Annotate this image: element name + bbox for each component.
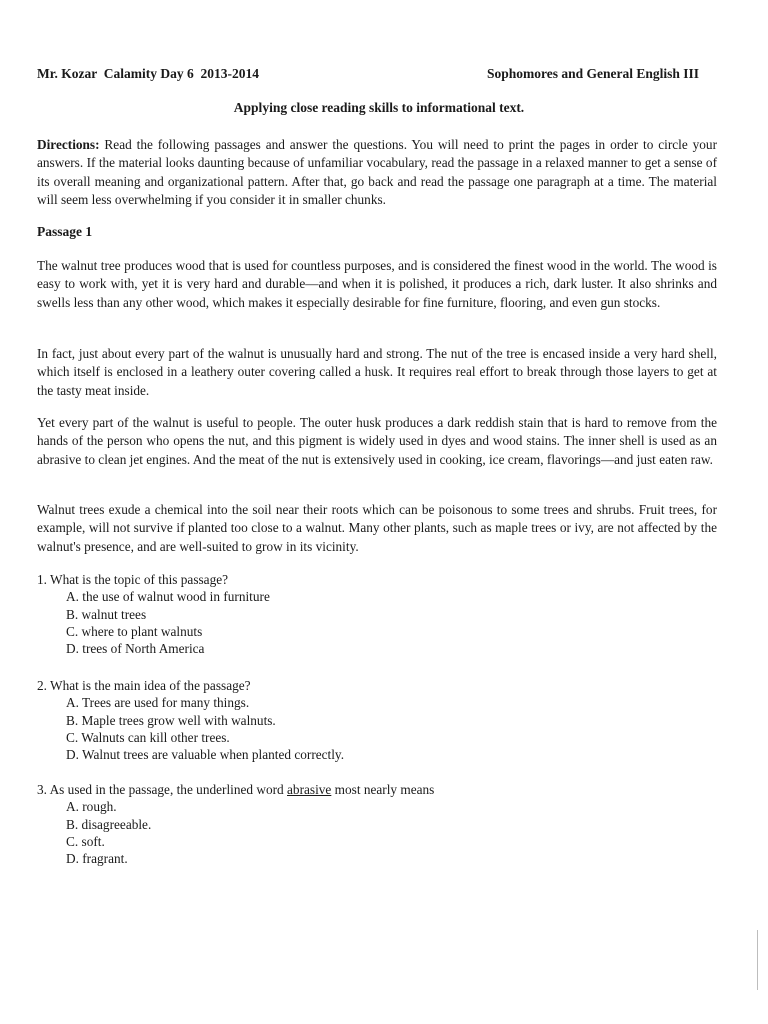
directions-text: Read the following passages and answer the questions. You will need to print the pages in order to circle your answers. If the material looks daunting because of unfamiliar vocabulary, read the passage in a relaxed manner to get a sense of its overall meaning and organizational pattern. After that, go back and read the passage one paragraph at a time. The material will seem less overwhelming if you consider it in smaller chunks. <box>37 137 718 207</box>
question-1 <box>37 571 270 657</box>
answer-choice[interactable]: B. disagreeable. <box>66 816 152 832</box>
question-stem <box>37 781 434 798</box>
question-stem: 1. What is the topic of this passage? <box>37 572 229 587</box>
answer-choice[interactable]: C. Walnuts can kill other trees. <box>66 729 230 745</box>
answer-choice[interactable]: D. fragrant. <box>66 851 128 867</box>
underlined-vocab-word: abrasive <box>287 782 332 797</box>
header-course-info: Sophomores and General English III <box>486 66 699 81</box>
answer-choice[interactable]: A. Trees are used for many things. <box>66 695 250 711</box>
answer-choice[interactable]: D. Walnut trees are valuable when planted correctly. <box>66 747 345 763</box>
passage-paragraph: The walnut tree produces wood that is used for countless purposes, and is considered the finest wood in the world. The wood is easy to work with, yet it is very hard and durable—and when it is polished, it produces a rich, dark luster. It also shrinks and swells less than any other wood, which makes it especially desirable for fine furniture, flooring, and even gun stocks. <box>37 258 717 310</box>
answer-choice[interactable]: C. soft. <box>66 833 105 849</box>
answer-choices <box>37 588 270 657</box>
answer-choice[interactable]: B. walnut trees <box>66 606 147 622</box>
answer-choices <box>37 694 344 763</box>
answer-choice[interactable]: D. trees of North America <box>66 641 205 657</box>
passage-paragraph: Yet every part of the walnut is useful to people. The outer husk produces a dark reddish stain that is hard to remove from the hands of the person who opens the nut, and this pigment is widely used in dyes and wood stains. The inner shell is used as an abrasive to clean jet engines. And the meat of the nut is extensively used in cooking, ice cream, flavorings—and just eaten raw. <box>37 415 717 467</box>
question-3 <box>37 781 434 867</box>
scan-edge-mark <box>757 930 758 990</box>
answer-choice[interactable]: B. Maple trees grow well with walnuts. <box>66 712 276 728</box>
passage-label: Passage 1 <box>37 224 93 239</box>
answer-choices <box>37 798 434 867</box>
passage-paragraph: Walnut trees exude a chemical into the soil near their roots which can be poisonous to some trees and shrubs. Fruit trees, for example, will not survive if planted too close to a walnut. Many other plants, such as maple trees or ivy, are not affected by the walnut's presence, and are well-suited to grow in its vicinity. <box>37 502 717 554</box>
question-2 <box>37 677 344 763</box>
answer-choice[interactable]: C. where to plant walnuts <box>66 623 203 639</box>
directions-paragraph <box>37 136 717 209</box>
directions-label: Directions: <box>37 137 100 152</box>
answer-choice[interactable]: A. the use of walnut wood in furniture <box>66 589 270 605</box>
header-teacher-info: Mr. Kozar Calamity Day 6 2013-2014 <box>37 66 259 81</box>
question-stem: 2. What is the main idea of the passage? <box>37 678 251 693</box>
question-stem-start: 3. As used in the passage, the underlined word <box>37 782 288 797</box>
question-stem-end: most nearly means <box>331 782 435 797</box>
answer-choice[interactable]: A. rough. <box>66 799 117 815</box>
page-subtitle: Applying close reading skills to informational text. <box>233 100 525 115</box>
passage-paragraph: In fact, just about every part of the walnut is unusually hard and strong. The nut of the tree is encased inside a very hard shell, which itself is enclosed in a leathery outer covering called a husk. It requires real effort to break through those layers to get at the tasty meat inside. <box>37 346 717 398</box>
